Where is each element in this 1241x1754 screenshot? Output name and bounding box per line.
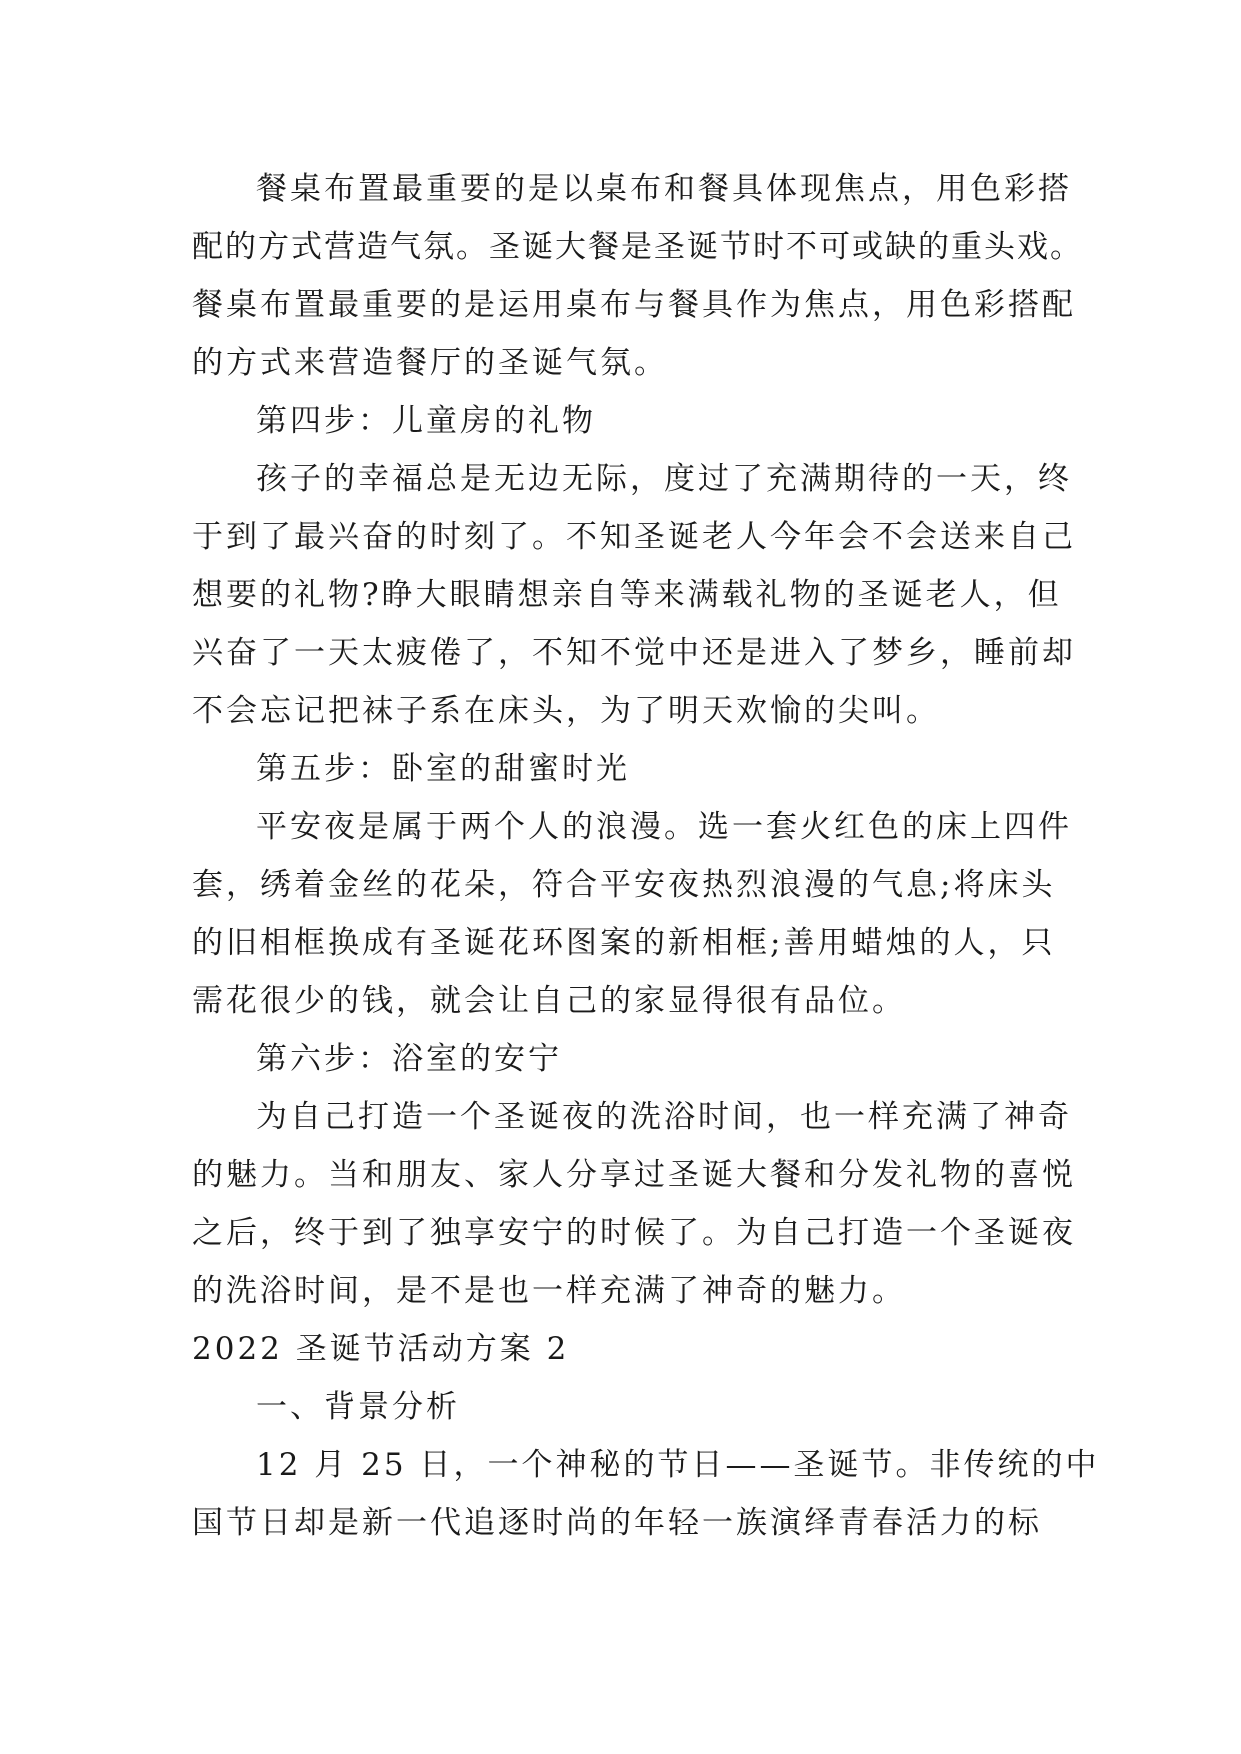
paragraph-line: 于到了最兴奋的时刻了。不知圣诞老人今年会不会送来自己 bbox=[192, 519, 1076, 555]
paragraph-line: 不会忘记把袜子系在床头，为了明天欢愉的尖叫。 bbox=[192, 693, 940, 729]
section-heading: 第六步：浴室的安宁 bbox=[256, 1041, 562, 1077]
section-heading: 第五步：卧室的甜蜜时光 bbox=[256, 751, 630, 787]
paragraph-line: 的方式来营造餐厅的圣诞气氛。 bbox=[192, 345, 668, 381]
paragraph-line: 为自己打造一个圣诞夜的洗浴时间，也一样充满了神奇 bbox=[256, 1099, 1072, 1135]
paragraph-line: 12 月 25 日，一个神秘的节日——圣诞节。非传统的中 bbox=[256, 1447, 1100, 1483]
paragraph-line: 餐桌布置最重要的是以桌布和餐具体现焦点，用色彩搭 bbox=[256, 171, 1072, 207]
paragraph-line: 套，绣着金丝的花朵，符合平安夜热烈浪漫的气息;将床头 bbox=[192, 867, 1056, 903]
paragraph-line: 配的方式营造气氛。圣诞大餐是圣诞节时不可或缺的重头戏。 bbox=[192, 229, 1083, 265]
paragraph-line: 兴奋了一天太疲倦了，不知不觉中还是进入了梦乡，睡前却 bbox=[192, 635, 1076, 671]
paragraph-line: 平安夜是属于两个人的浪漫。选一套火红色的床上四件 bbox=[256, 809, 1072, 845]
paragraph-line: 的魅力。当和朋友、家人分享过圣诞大餐和分发礼物的喜悦 bbox=[192, 1157, 1076, 1193]
section-heading: 第四步：儿童房的礼物 bbox=[256, 403, 596, 439]
paragraph-line: 想要的礼物?睁大眼睛想亲自等来满载礼物的圣诞老人，但 bbox=[192, 577, 1062, 613]
paragraph-line: 之后，终于到了独享安宁的时候了。为自己打造一个圣诞夜 bbox=[192, 1215, 1076, 1251]
paragraph-line: 孩子的幸福总是无边无际，度过了充满期待的一天，终 bbox=[256, 461, 1072, 497]
section-heading: 一、背景分析 bbox=[256, 1389, 460, 1425]
paragraph-line: 餐桌布置最重要的是运用桌布与餐具作为焦点，用色彩搭配 bbox=[192, 287, 1076, 323]
paragraph-line: 国节日却是新一代追逐时尚的年轻一族演绎青春活力的标 bbox=[192, 1505, 1042, 1541]
document-title: 2022 圣诞节活动方案 2 bbox=[192, 1331, 570, 1367]
paragraph-line: 的旧相框换成有圣诞花环图案的新相框;善用蜡烛的人，只 bbox=[192, 925, 1056, 961]
paragraph-line: 的洗浴时间，是不是也一样充满了神奇的魅力。 bbox=[192, 1273, 906, 1309]
document-body bbox=[192, 160, 1100, 1552]
paragraph-line: 需花很少的钱，就会让自己的家显得很有品位。 bbox=[192, 983, 906, 1019]
